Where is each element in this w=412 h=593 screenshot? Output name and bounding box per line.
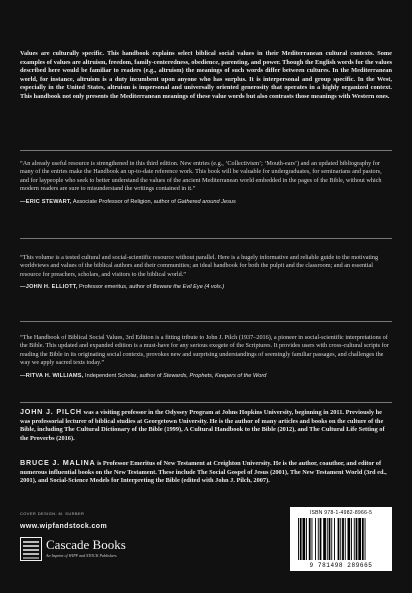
endorser-work: Gathered around Jesus: [177, 198, 236, 205]
publisher-tagline: An Imprint of WIPF and STOCK Publishers: [46, 553, 117, 558]
author-bio-text: was a visiting professor in the Odyssey Program at Johns Hopkins University, beginning in 2011. Previously he was professorial lecturer of biblical studies at Georgetown University. He is the author of many articles and books on the culture of the Bible, including The Cultural Dictionary of the Bible (1999), A Cultural Handbook to the Bible (2012), and The Cultural Life Setting of the Proverbs (2016).: [20, 409, 385, 442]
author-name: JOHN J. PILCH: [20, 407, 82, 416]
endorsement-quote: “The Handbook of Biblical Social Values, 3rd Edition is a fitting tribute to John J. Pilch (1937–2016), a pioneer in social-scientific interpretations of the Bible. This updated and expanded edition is a must-have for any serious exegete of the Scriptures. It provides users with cross-cultural scripts for reading the Bible in its originating social contexts, provokes new and surprising understandings of seemingly familiar passages, and challenges the way we apply sacred texts today.”: [20, 334, 389, 367]
publisher-logo: [20, 537, 140, 563]
divider: [20, 150, 392, 151]
endorser-work: Stewards, Prophets, Keepers of the Word: [163, 372, 267, 379]
endorsement-attribution: [20, 283, 392, 291]
endorsement-1: [20, 160, 392, 206]
divider: [20, 321, 392, 322]
intro-paragraph: Values are culturally specific. This handbook explains select biblical social values in their Mediterranean cultural contexts. Some examples of values are altruism, freedom, family-centeredness, obedience, parenting, and power. Though the English words for the values described here would be familiar to readers (e.g., altruism) the meanings of such words differ between cultures. In the Mediterranean world, for instance, altruism is a duty incumbent upon anyone who has surplus. It is interpersonal and group specific. In the West, especially in the United States, altruism is impersonal and universally oriented generosity that operates in a highly organized context. This handbook not only presents the Mediterranean meanings of these value words but also contrasts those meanings with Western ones.: [20, 50, 392, 100]
endorsement-quote: “An already useful resource is strengthened in this third edition. New entries (e.g., ‘Collectivism’; ‘Mouth-ears’) and an updated bibliography for many of the entries make the Handbook an up-to-date reference work. This book will be valuable for undergraduates, for seminarians and pastors, and for laypeople who seek to better understand the values of the ancient Mediterranean world embedded in the pages of the Bible, without which modern readers are sure to misunderstand the writings contained in it.”: [20, 160, 382, 193]
isbn-number: ISBN 978-1-4982-8966-5: [309, 510, 373, 516]
author-bio-text: is Professor Emeritus of New Testament at Creighton University. He is the author, coauthor, and editor of numerous influential books on the New Testament. These include The Social Gospel of Jesus (2001), The New Testament World (3rd ed., 2001), and Social-Science Models for Interpreting the Bible (edited with John J. Pilch, 2007).: [20, 460, 387, 485]
publisher-website[interactable]: www.wipfandstock.com: [20, 523, 108, 530]
barcode-digits: 9 781498 289665: [309, 562, 373, 569]
endorser-title: Independent Scholar, author of: [85, 372, 162, 379]
endorsement-2: [20, 254, 392, 292]
endorser-work: Beware the Evil Eye (4 vols.): [152, 284, 225, 291]
publisher-name: Cascade Books: [46, 537, 126, 552]
author-bio-malina: [20, 459, 392, 486]
cascade-logo-icon: [20, 537, 42, 561]
endorser-name: —RITVA H. WILLIAMS,: [20, 372, 84, 379]
endorsement-attribution: [20, 372, 392, 380]
endorser-title: Associate Professor of Religion, author of: [72, 198, 176, 205]
cover-design-credit: COVER DESIGN: M. SURBER: [20, 511, 85, 516]
author-name: BRUCE J. MALINA: [20, 458, 96, 467]
endorsement-3: [20, 334, 392, 380]
endorser-title: Professor emeritus, author of: [79, 284, 152, 291]
endorsement-quote: “This volume is a tested cultural and social-scientific resource without parallel. Here is a hugely informative and reliable guide to the motivating worldviews and values of the biblical authors and their communities; an ideal handbook for both the pulpit and the classroom; and an essential resource for preachers, scholars, and visitors to the biblical world.”: [20, 254, 379, 278]
isbn-barcode: [290, 507, 392, 571]
endorser-name: —ERIC STEWART,: [20, 198, 72, 205]
divider: [20, 238, 392, 239]
endorsement-attribution: [20, 198, 392, 206]
author-bio-pilch: [20, 408, 392, 443]
divider: [20, 402, 392, 403]
endorser-name: —JOHN H. ELLIOTT,: [20, 284, 78, 291]
